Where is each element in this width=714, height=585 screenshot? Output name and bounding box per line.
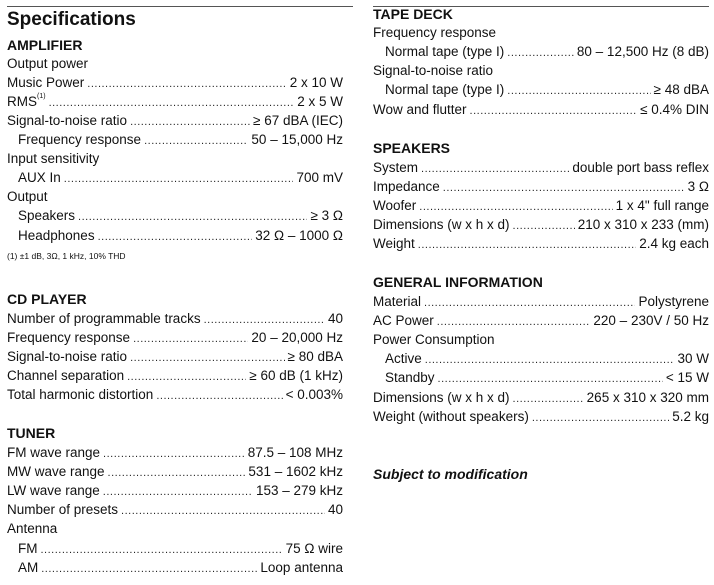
spec-row-channel-separation: Channel separation ..... ≥ 60 dB (1 kHz) [7,366,343,385]
spec-row-mw-wave-range: MW wave range ..... 531 – 1602 kHz [7,462,343,481]
output-label: Output [7,189,48,204]
input-sensitivity-label: Input sensitivity [7,151,100,166]
spec-row-dimensions: Dimensions (w x h x d) ..... 265 x 310 x 320 mm [373,388,709,407]
spec-row-frequency-response: Frequency response ..... 50 – 15,000 Hz [18,130,343,149]
spec-row-am-antenna: AM ..... Loop antenna [18,558,343,577]
spec-row-rms: RMS$^{(1)}$ ..... 2 x 5 W [7,92,343,111]
spec-row-impedance: Impedance ..... 3 Ω [373,177,709,196]
antenna-label: Antenna [7,521,58,536]
spec-row-speaker-weight: Weight ..... 2.4 kg each [373,234,709,253]
spec-row-woofer: Woofer ..... 1 x 4" full range [373,196,709,215]
output-power-label: Output power [7,56,89,71]
amplifier-footnote: (1) ±1 dB, 3Ω, 1 kHz, 10% THD [7,251,126,261]
spec-row-fm-wave-range: FM wave range ..... 87.5 – 108 MHz [7,443,343,462]
spec-row-wow-flutter: Wow and flutter ..... ≤ 0.4% DIN [373,100,709,119]
cd-player-heading: CD PLAYER [7,291,87,307]
spec-row-cd-snr: Signal-to-noise ratio ..... ≥ 80 dBA [7,347,343,366]
tape-frequency-response-label: Frequency response [373,25,497,40]
spec-row-number-of-presets: Number of presets ..... 40 [7,500,343,519]
tape-deck-heading: TAPE DECK [373,6,453,22]
spec-row-programmable-tracks: Number of programmable tracks ..... 40 [7,309,343,328]
spec-row-tape-snr: Normal tape (type I) ..... ≥ 48 dBA [385,80,709,99]
spec-row-speaker-dimensions: Dimensions (w x h x d) ..... 210 x 310 x 233 (mm) [373,215,709,234]
spec-row-aux-in: AUX In ..... 700 mV [18,168,343,187]
spec-row-cd-frequency-response: Frequency response ..... 20 – 20,000 Hz [7,328,343,347]
tape-snr-label: Signal-to-noise ratio [373,63,494,78]
spec-row-standby: Standby ..... < 15 W [385,368,709,387]
spec-row-snr: Signal-to-noise ratio ..... ≥ 67 dBA (IEC) [7,111,343,130]
power-consumption-label: Power Consumption [373,332,495,347]
spec-row-ac-power: AC Power ..... 220 – 230V / 50 Hz [373,311,709,330]
spec-row-weight: Weight (without speakers) ..... 5.2 kg [373,407,709,426]
subject-to-modification-note: Subject to modification [373,466,528,482]
amplifier-heading: AMPLIFIER [7,37,83,53]
speakers-heading: SPEAKERS [373,140,451,156]
spec-row-fm-antenna: FM ..... 75 Ω wire [18,539,343,558]
spec-row-thd: Total harmonic distortion ..... < 0.003% [7,385,343,404]
title-rule [7,6,353,7]
spec-row-lw-wave-range: LW wave range ..... 153 – 279 kHz [7,481,343,500]
spec-row-tape-frequency: Normal tape (type I) ..... 80 – 12,500 Hz (8 dB) [385,42,709,61]
general-information-heading: GENERAL INFORMATION [373,274,543,290]
tuner-heading: TUNER [7,425,56,441]
spec-row-system: System ..... double port bass reflex [373,158,709,177]
spec-row-speakers: Speakers ..... ≥ 3 Ω [18,206,343,225]
page-title: Specifications [7,9,136,30]
spec-row-headphones: Headphones ..... 32 Ω – 1000 Ω [18,226,343,245]
spec-row-active: Active ..... 30 W [385,349,709,368]
spec-row-music-power: Music Power ..... 2 x 10 W [7,73,343,92]
spec-row-material: Material ..... Polystyrene [373,292,709,311]
